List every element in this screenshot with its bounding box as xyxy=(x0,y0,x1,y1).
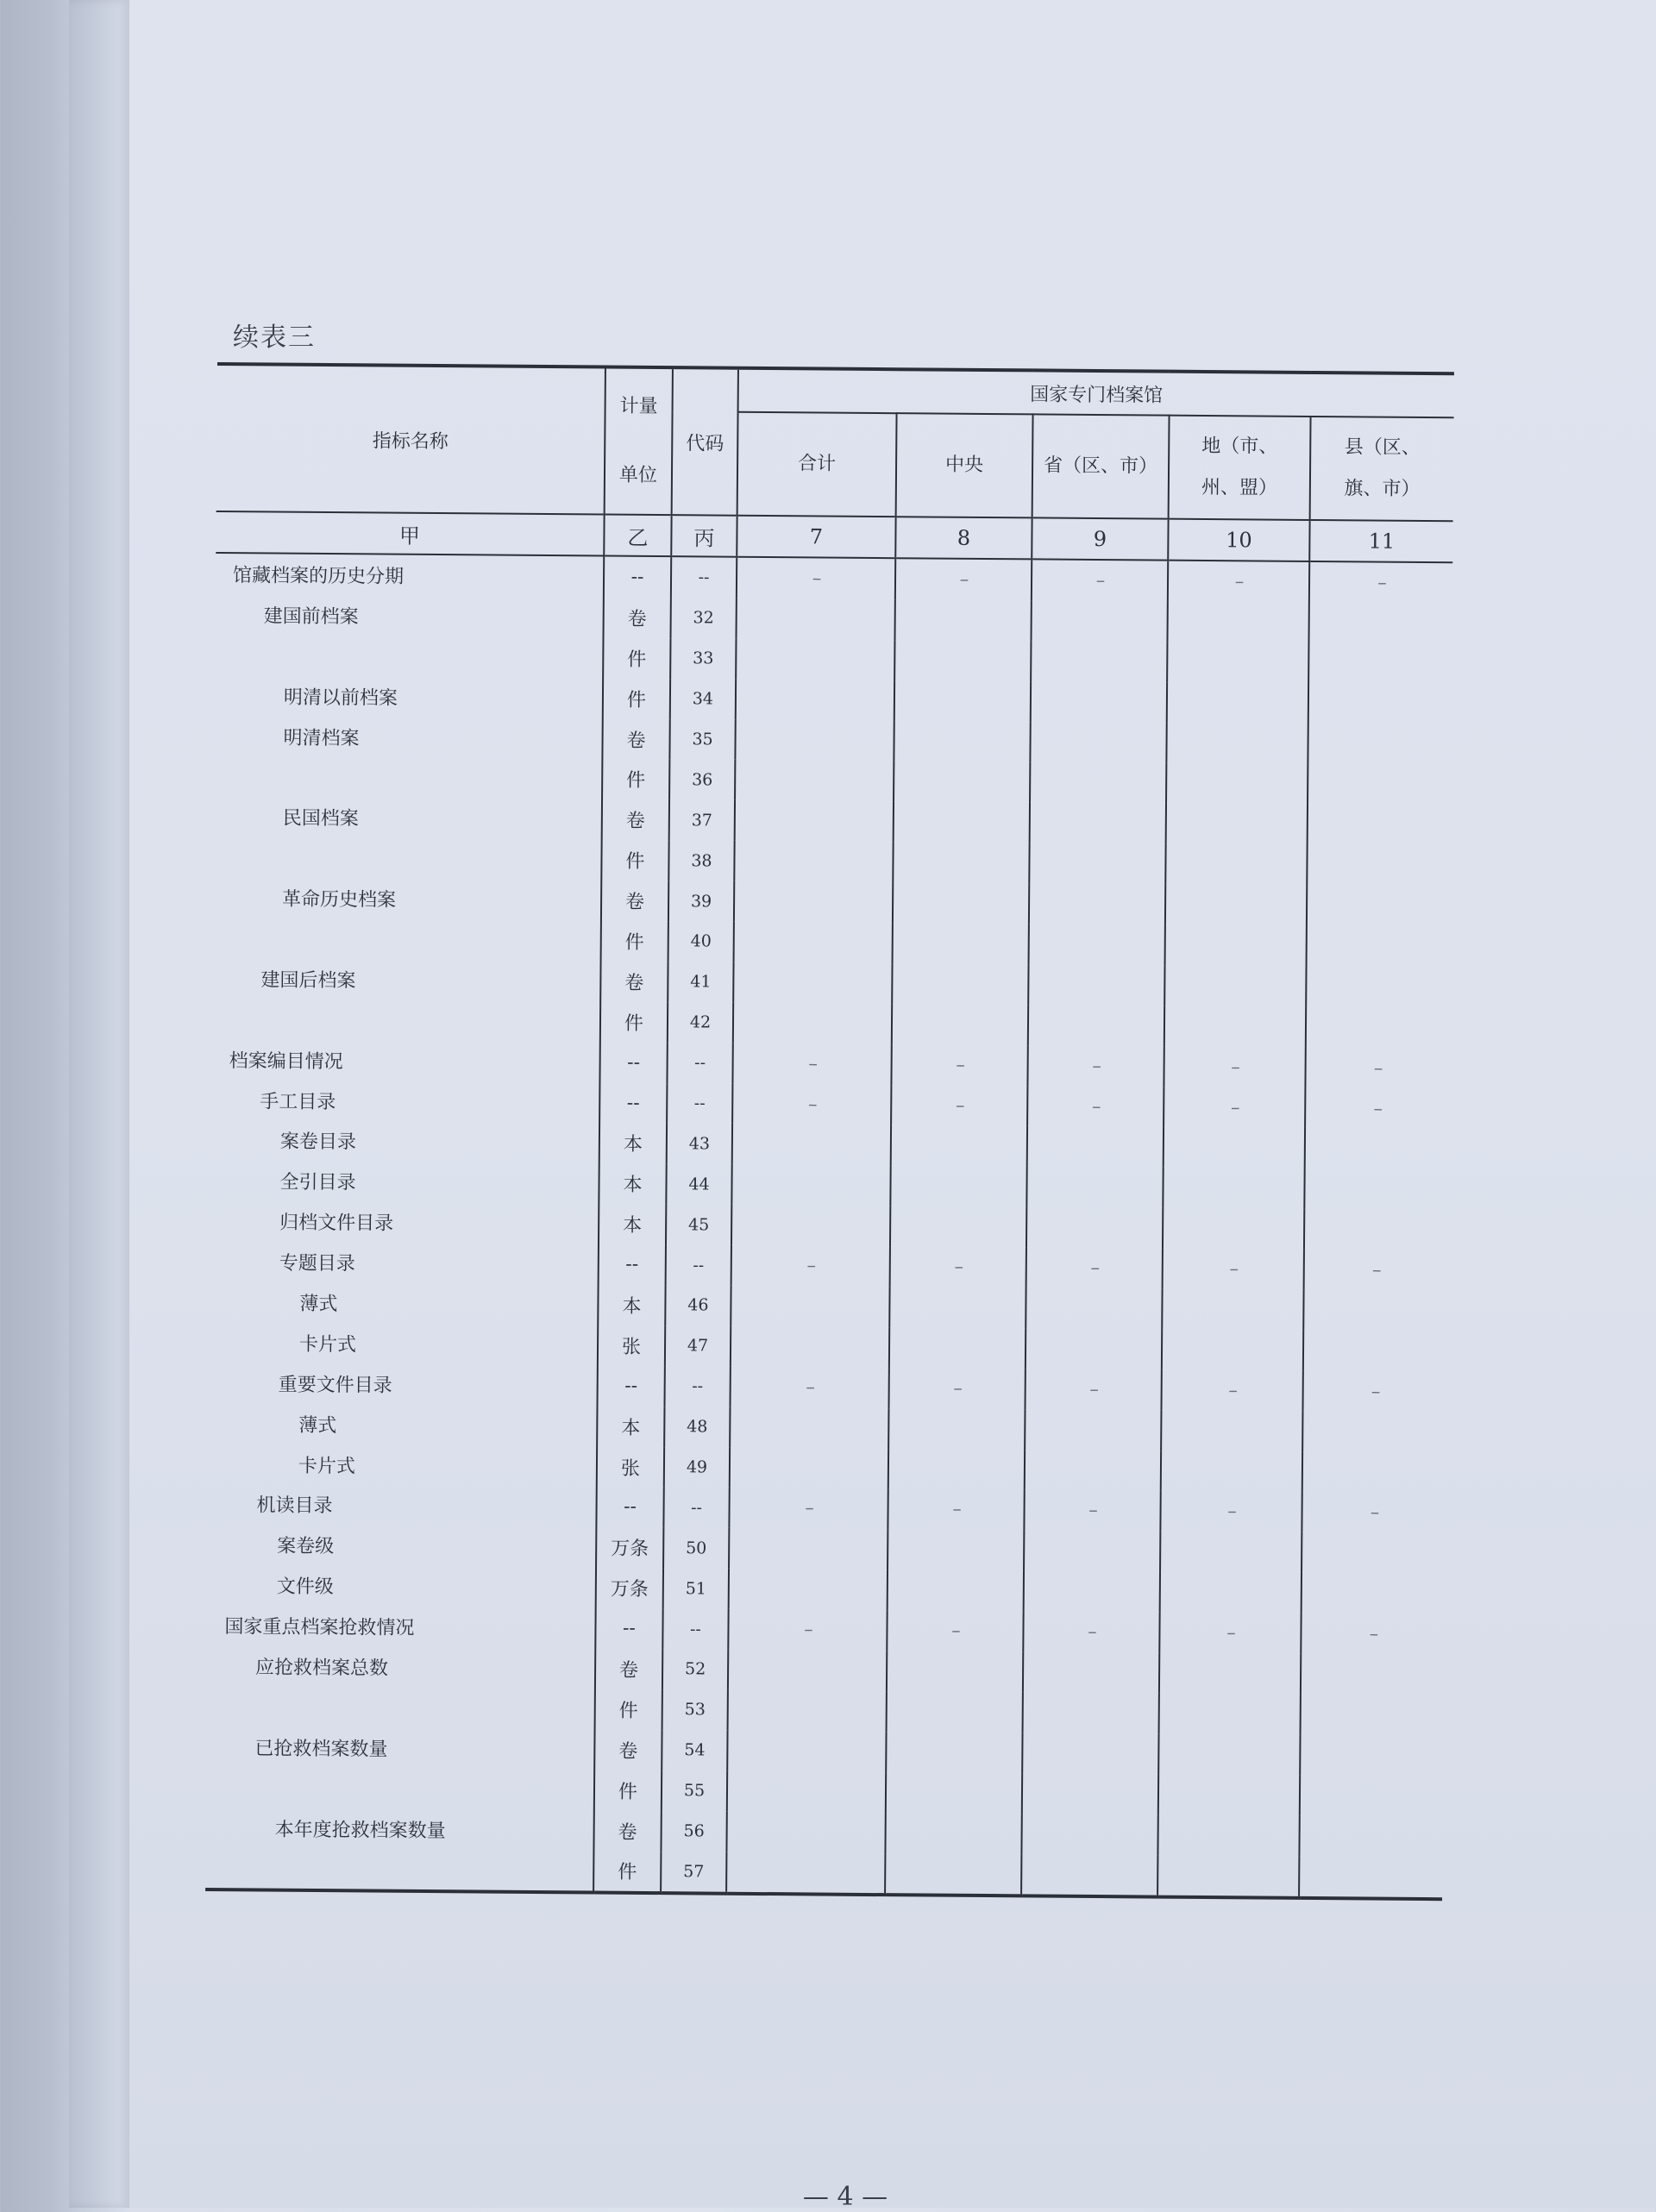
empty-data-cell xyxy=(731,1326,889,1368)
empty-data-cell xyxy=(1307,926,1450,968)
empty-data-cell xyxy=(734,841,893,882)
not-applicable-mark: -- xyxy=(1161,1369,1302,1411)
not-applicable-mark: -- xyxy=(891,1044,1027,1086)
empty-data-cell xyxy=(1308,724,1451,766)
empty-data-cell xyxy=(1031,600,1167,642)
header-col-province xyxy=(1032,414,1170,518)
row-code: 50 xyxy=(663,1527,729,1568)
empty-data-cell xyxy=(728,1690,887,1732)
row-indicator-name: 建国前档案 xyxy=(263,605,359,629)
empty-data-cell xyxy=(1026,1167,1163,1208)
row-unit: -- xyxy=(596,1487,663,1528)
row-code: 32 xyxy=(671,598,737,638)
row-unit: 本 xyxy=(598,1285,665,1326)
header-col-label-2: 旗、市） xyxy=(1344,478,1421,500)
row-unit: -- xyxy=(604,556,671,598)
empty-data-cell xyxy=(888,1408,1025,1450)
row-indicator-name: 机读目录 xyxy=(256,1495,333,1518)
empty-data-cell xyxy=(894,721,1030,762)
row-indicator-name: 重要文件目录 xyxy=(278,1374,392,1397)
row-indicator-name: 归档文件目录 xyxy=(279,1212,394,1235)
column-number: 甲 xyxy=(216,511,604,556)
empty-data-cell xyxy=(1308,805,1451,846)
empty-data-cell xyxy=(726,1811,885,1852)
empty-data-cell xyxy=(734,881,893,923)
row-indicator-name: 薄式 xyxy=(299,1293,338,1316)
empty-data-cell xyxy=(1306,967,1449,1008)
empty-data-cell xyxy=(1164,1127,1305,1169)
row-indicator-name: 革命历史档案 xyxy=(282,888,397,912)
empty-data-cell xyxy=(894,761,1030,803)
empty-data-cell xyxy=(1024,1531,1160,1572)
row-code: 41 xyxy=(668,962,733,1002)
row-indicator-name: 案卷目录 xyxy=(279,1131,357,1154)
not-applicable-mark: -- xyxy=(729,1488,888,1529)
row-code: 35 xyxy=(669,719,735,760)
empty-data-cell xyxy=(890,1166,1026,1207)
header-col-label: 合计 xyxy=(797,453,837,475)
not-applicable-mark: -- xyxy=(888,1489,1024,1531)
row-indicator-name: 建国后档案 xyxy=(260,969,356,993)
not-applicable-mark: -- xyxy=(731,1245,890,1287)
not-applicable-mark: -- xyxy=(1164,1046,1305,1087)
empty-data-cell xyxy=(1165,885,1307,926)
empty-data-cell xyxy=(728,1650,887,1691)
empty-data-cell xyxy=(735,760,894,801)
empty-data-cell xyxy=(1161,1451,1302,1492)
row-indicator-name: 馆藏档案的历史分期 xyxy=(232,565,405,588)
row-unit: 件 xyxy=(601,921,668,962)
empty-data-cell xyxy=(731,1205,890,1246)
empty-data-cell xyxy=(1303,1290,1446,1332)
empty-data-cell xyxy=(736,679,894,720)
empty-data-cell xyxy=(1300,1776,1443,1817)
empty-data-cell xyxy=(1166,804,1308,845)
empty-data-cell xyxy=(731,1164,890,1206)
row-indicator-name: 档案编目情况 xyxy=(229,1050,343,1073)
row-indicator-name: 手工目录 xyxy=(260,1090,336,1113)
row-unit: 件 xyxy=(603,637,670,679)
empty-data-cell xyxy=(893,842,1029,883)
empty-data-cell xyxy=(1165,844,1307,886)
row-unit: 本 xyxy=(599,1204,666,1245)
row-code: 48 xyxy=(664,1407,730,1447)
row-unit: 卷 xyxy=(602,718,669,760)
row-indicator-name: 国家重点档案抢救情况 xyxy=(224,1616,415,1639)
row-code: 52 xyxy=(662,1649,728,1689)
empty-data-cell xyxy=(887,1691,1023,1733)
not-applicable-mark: -- xyxy=(1302,1371,1446,1413)
empty-data-cell xyxy=(1163,1168,1304,1209)
empty-data-cell xyxy=(1021,1854,1157,1897)
empty-data-cell xyxy=(727,1731,886,1772)
empty-data-cell xyxy=(1167,602,1308,643)
row-indicator-name: 应抢救档案总数 xyxy=(255,1657,389,1680)
row-code: 46 xyxy=(665,1285,731,1325)
empty-data-cell xyxy=(886,1732,1022,1773)
row-indicator-name: 文件级 xyxy=(276,1576,334,1599)
empty-data-cell xyxy=(886,1772,1022,1814)
row-code: -- xyxy=(667,1043,732,1083)
empty-data-cell xyxy=(1306,1007,1449,1049)
empty-data-cell xyxy=(1304,1169,1447,1210)
not-applicable-mark: -- xyxy=(1305,1048,1448,1089)
not-applicable-mark: -- xyxy=(1160,1491,1302,1532)
empty-data-cell xyxy=(1159,1694,1301,1735)
empty-data-cell xyxy=(1159,1653,1301,1695)
not-applicable-mark: -- xyxy=(890,1246,1026,1288)
empty-data-cell xyxy=(1026,1328,1162,1369)
not-applicable-mark: -- xyxy=(737,557,895,599)
empty-data-cell xyxy=(1167,642,1308,683)
not-applicable-mark: -- xyxy=(1302,1492,1445,1533)
empty-data-cell xyxy=(1303,1331,1446,1372)
not-applicable-mark: -- xyxy=(1309,561,1452,604)
empty-data-cell xyxy=(1027,1126,1164,1168)
row-unit: -- xyxy=(599,1042,667,1083)
row-indicator-name: 案卷级 xyxy=(277,1535,335,1558)
empty-data-cell xyxy=(737,598,895,640)
statistics-table xyxy=(205,362,1454,1902)
row-unit: 本 xyxy=(599,1163,666,1205)
not-applicable-mark: -- xyxy=(1305,1088,1448,1130)
empty-data-cell xyxy=(733,962,892,1004)
column-number: 丙 xyxy=(671,515,737,557)
empty-data-cell xyxy=(1166,723,1308,764)
header-col-county xyxy=(1310,417,1454,521)
row-unit: 件 xyxy=(602,759,669,800)
row-indicator-name xyxy=(215,635,603,678)
empty-data-cell xyxy=(890,1206,1026,1247)
empty-data-cell xyxy=(733,1003,892,1044)
empty-data-cell xyxy=(1166,763,1308,805)
empty-data-cell xyxy=(1024,1571,1160,1613)
not-applicable-mark: -- xyxy=(891,1085,1027,1126)
empty-data-cell xyxy=(735,719,894,761)
empty-data-cell xyxy=(893,923,1029,964)
row-indicator-name: 薄式 xyxy=(298,1414,337,1437)
empty-data-cell xyxy=(1022,1773,1158,1814)
row-unit: 卷 xyxy=(602,799,669,841)
empty-data-cell xyxy=(729,1528,888,1570)
row-unit: 本 xyxy=(599,1123,667,1164)
header-unit-line1: 计量 xyxy=(619,395,658,418)
table-body xyxy=(205,553,1452,1900)
row-indicator-name xyxy=(212,999,600,1042)
row-code: -- xyxy=(663,1488,729,1528)
empty-data-cell xyxy=(1302,1573,1445,1614)
row-unit: 件 xyxy=(595,1689,662,1730)
empty-data-cell xyxy=(1031,681,1167,723)
not-applicable-mark: -- xyxy=(1304,1250,1447,1291)
header-group-national-archives: 国家专门档案馆 xyxy=(738,368,1454,418)
empty-data-cell xyxy=(1302,1452,1446,1494)
empty-data-cell xyxy=(1302,1532,1445,1574)
row-unit: 卷 xyxy=(600,961,668,1002)
empty-data-cell xyxy=(888,1449,1025,1490)
row-code: 47 xyxy=(665,1325,731,1366)
empty-data-cell xyxy=(1308,603,1452,644)
statistics-table-container xyxy=(205,362,1454,1898)
row-unit: 件 xyxy=(603,678,670,719)
row-code: 53 xyxy=(662,1689,728,1730)
empty-data-cell xyxy=(730,1407,888,1448)
not-applicable-mark: -- xyxy=(887,1610,1023,1651)
empty-data-cell xyxy=(1023,1692,1159,1733)
row-code: 36 xyxy=(669,760,735,800)
empty-data-cell xyxy=(892,963,1028,1005)
row-unit: 张 xyxy=(598,1325,665,1366)
empty-data-cell xyxy=(731,1286,889,1327)
empty-data-cell xyxy=(1029,884,1165,925)
row-indicator-name xyxy=(213,837,601,880)
header-col-central xyxy=(896,413,1033,517)
empty-data-cell xyxy=(892,1004,1028,1045)
row-code: 51 xyxy=(663,1568,729,1608)
row-unit: 本 xyxy=(597,1406,664,1447)
empty-data-cell xyxy=(1157,1814,1299,1856)
empty-data-cell xyxy=(1022,1733,1158,1774)
table-row xyxy=(205,1847,1442,1899)
row-unit: -- xyxy=(595,1608,662,1650)
empty-data-cell xyxy=(1308,764,1451,805)
row-code: -- xyxy=(662,1608,728,1649)
row-unit: 卷 xyxy=(601,880,668,922)
empty-data-cell xyxy=(1164,966,1306,1007)
header-col-label: 省（区、市） xyxy=(1043,454,1158,478)
empty-data-cell xyxy=(894,599,1031,641)
row-code: 44 xyxy=(666,1163,731,1204)
row-code: 34 xyxy=(670,679,736,719)
empty-data-cell xyxy=(1308,643,1452,685)
empty-data-cell xyxy=(729,1569,888,1610)
book-spine-edge xyxy=(69,0,129,2208)
empty-data-cell xyxy=(1307,886,1450,927)
row-indicator-name xyxy=(214,755,602,799)
not-applicable-mark: -- xyxy=(895,558,1032,600)
header-col-total xyxy=(737,412,897,517)
row-code: 55 xyxy=(662,1770,727,1811)
empty-data-cell xyxy=(1167,682,1308,724)
row-indicator-name xyxy=(205,1847,593,1892)
row-unit: 卷 xyxy=(593,1810,661,1852)
row-code: 37 xyxy=(669,799,735,840)
not-applicable-mark: -- xyxy=(1301,1614,1444,1655)
empty-data-cell xyxy=(1030,803,1166,844)
row-indicator-name: 全引目录 xyxy=(279,1171,356,1194)
empty-data-cell xyxy=(894,680,1031,722)
header-col-label: 地（市、 xyxy=(1201,435,1278,458)
empty-data-cell xyxy=(735,800,894,842)
row-unit: 件 xyxy=(594,1770,662,1811)
not-applicable-mark: -- xyxy=(732,1083,891,1125)
empty-data-cell xyxy=(894,802,1030,843)
row-code: 45 xyxy=(666,1204,731,1244)
row-code: 54 xyxy=(662,1730,727,1770)
empty-data-cell xyxy=(727,1770,886,1812)
row-code: 56 xyxy=(661,1811,726,1852)
row-code: -- xyxy=(671,556,737,598)
empty-data-cell xyxy=(1160,1532,1302,1573)
row-code: -- xyxy=(665,1366,731,1407)
empty-data-cell xyxy=(1028,964,1164,1006)
row-code: 40 xyxy=(668,921,734,962)
empty-data-cell xyxy=(888,1570,1024,1611)
not-applicable-mark: -- xyxy=(732,1043,891,1084)
empty-data-cell xyxy=(1160,1572,1302,1614)
row-indicator-name: 民国档案 xyxy=(282,807,359,830)
empty-data-cell xyxy=(887,1651,1023,1692)
empty-data-cell xyxy=(1301,1654,1444,1695)
not-applicable-mark: -- xyxy=(731,1367,889,1408)
page-number: — 4 — xyxy=(802,2182,888,2212)
empty-data-cell xyxy=(893,882,1029,924)
empty-data-cell xyxy=(885,1853,1021,1896)
empty-data-cell xyxy=(1162,1330,1303,1371)
empty-data-cell xyxy=(1308,684,1452,725)
empty-data-cell xyxy=(1302,1412,1446,1453)
empty-data-cell xyxy=(1157,1855,1299,1898)
row-indicator-name xyxy=(206,1767,594,1810)
empty-data-cell xyxy=(1300,1735,1443,1776)
empty-data-cell xyxy=(1305,1128,1448,1169)
column-number: 9 xyxy=(1032,517,1168,560)
row-unit: 万条 xyxy=(596,1568,663,1609)
column-number: 7 xyxy=(737,516,895,558)
empty-data-cell xyxy=(1030,762,1166,804)
column-number: 10 xyxy=(1168,519,1309,561)
empty-data-cell xyxy=(1031,641,1167,682)
empty-data-cell xyxy=(1158,1774,1300,1815)
row-indicator-name xyxy=(213,918,601,961)
not-applicable-mark: -- xyxy=(1027,1045,1164,1087)
empty-data-cell xyxy=(1028,1005,1164,1046)
row-code: 33 xyxy=(670,638,736,679)
empty-data-cell xyxy=(1026,1207,1163,1249)
empty-data-cell xyxy=(1025,1409,1161,1451)
row-unit: -- xyxy=(598,1365,665,1407)
header-unit xyxy=(605,367,673,516)
empty-data-cell xyxy=(891,1125,1027,1167)
column-number: 11 xyxy=(1309,520,1452,562)
row-unit: 件 xyxy=(601,840,668,881)
row-unit: 张 xyxy=(597,1446,664,1488)
row-indicator-name: 卡片式 xyxy=(298,1455,356,1477)
row-indicator-name: 明清档案 xyxy=(283,727,360,749)
row-code: 57 xyxy=(661,1852,726,1894)
empty-data-cell xyxy=(1158,1733,1300,1775)
empty-data-cell xyxy=(889,1287,1026,1328)
not-applicable-mark: -- xyxy=(888,1368,1025,1409)
table-caption: 续表三 xyxy=(233,323,316,353)
row-code: 38 xyxy=(668,840,734,880)
empty-data-cell xyxy=(1163,1208,1304,1250)
empty-data-cell xyxy=(1029,843,1165,885)
empty-data-cell xyxy=(1030,722,1166,763)
empty-data-cell xyxy=(1021,1814,1157,1855)
row-indicator-name: 本年度抢救档案数量 xyxy=(274,1819,446,1842)
header-unit-line2: 单位 xyxy=(618,464,658,487)
not-applicable-mark: -- xyxy=(1164,1087,1305,1128)
column-number: 8 xyxy=(895,517,1032,559)
empty-data-cell xyxy=(1307,845,1450,887)
row-indicator-name xyxy=(207,1686,595,1729)
not-applicable-mark: -- xyxy=(1027,1086,1164,1127)
empty-data-cell xyxy=(730,1447,888,1488)
empty-data-cell xyxy=(889,1327,1026,1369)
row-indicator-name: 已抢救档案数量 xyxy=(254,1738,388,1761)
empty-data-cell xyxy=(1023,1651,1159,1693)
empty-data-cell xyxy=(1164,1006,1306,1047)
empty-data-cell xyxy=(1162,1289,1303,1331)
row-unit: -- xyxy=(599,1082,667,1124)
empty-data-cell xyxy=(888,1530,1024,1571)
empty-data-cell xyxy=(736,639,894,680)
empty-data-cell xyxy=(726,1852,885,1895)
row-unit: 卷 xyxy=(604,597,671,638)
empty-data-cell xyxy=(885,1813,1021,1854)
empty-data-cell xyxy=(1025,1450,1161,1491)
empty-data-cell xyxy=(1029,924,1165,965)
empty-data-cell xyxy=(1299,1816,1442,1858)
row-unit: 卷 xyxy=(595,1649,662,1690)
row-unit: 件 xyxy=(593,1851,661,1894)
not-applicable-mark: -- xyxy=(1159,1613,1301,1654)
header-code: 代码 xyxy=(672,367,738,516)
row-indicator-name: 明清以前档案 xyxy=(283,686,398,710)
empty-data-cell xyxy=(1301,1695,1444,1736)
not-applicable-mark: -- xyxy=(1023,1612,1159,1653)
empty-data-cell xyxy=(1161,1410,1302,1451)
row-code: -- xyxy=(666,1244,731,1285)
not-applicable-mark: -- xyxy=(1168,561,1309,603)
header-col-prefecture xyxy=(1169,416,1311,520)
header-col-label: 中央 xyxy=(944,454,984,476)
row-code: 43 xyxy=(667,1124,732,1164)
not-applicable-mark: -- xyxy=(1026,1248,1163,1289)
row-unit: -- xyxy=(599,1244,666,1286)
row-code: -- xyxy=(667,1083,732,1124)
row-code: 42 xyxy=(668,1002,733,1043)
row-indicator-name: 卡片式 xyxy=(298,1333,357,1357)
row-unit: 卷 xyxy=(594,1729,662,1770)
empty-data-cell xyxy=(894,640,1031,681)
not-applicable-mark: -- xyxy=(1163,1249,1304,1290)
row-unit: 件 xyxy=(600,1001,668,1043)
row-code: 39 xyxy=(668,880,734,921)
empty-data-cell xyxy=(732,1124,891,1165)
not-applicable-mark: -- xyxy=(1024,1490,1160,1532)
empty-data-cell xyxy=(1165,925,1307,967)
empty-data-cell xyxy=(1304,1209,1447,1250)
header-col-label: 县（区、 xyxy=(1344,436,1421,459)
row-indicator-name: 专题目录 xyxy=(279,1252,355,1275)
empty-data-cell xyxy=(734,922,893,963)
empty-data-cell xyxy=(1026,1288,1162,1329)
not-applicable-mark: -- xyxy=(1025,1369,1161,1410)
header-col-label-2: 州、盟） xyxy=(1201,476,1277,499)
header-indicator-name: 指标名称 xyxy=(216,364,605,515)
column-number: 乙 xyxy=(604,515,671,557)
empty-data-cell xyxy=(1299,1856,1442,1899)
row-unit: 万条 xyxy=(596,1527,663,1569)
not-applicable-mark: -- xyxy=(1032,559,1168,601)
row-code: 49 xyxy=(664,1447,730,1488)
not-applicable-mark: -- xyxy=(728,1609,887,1651)
